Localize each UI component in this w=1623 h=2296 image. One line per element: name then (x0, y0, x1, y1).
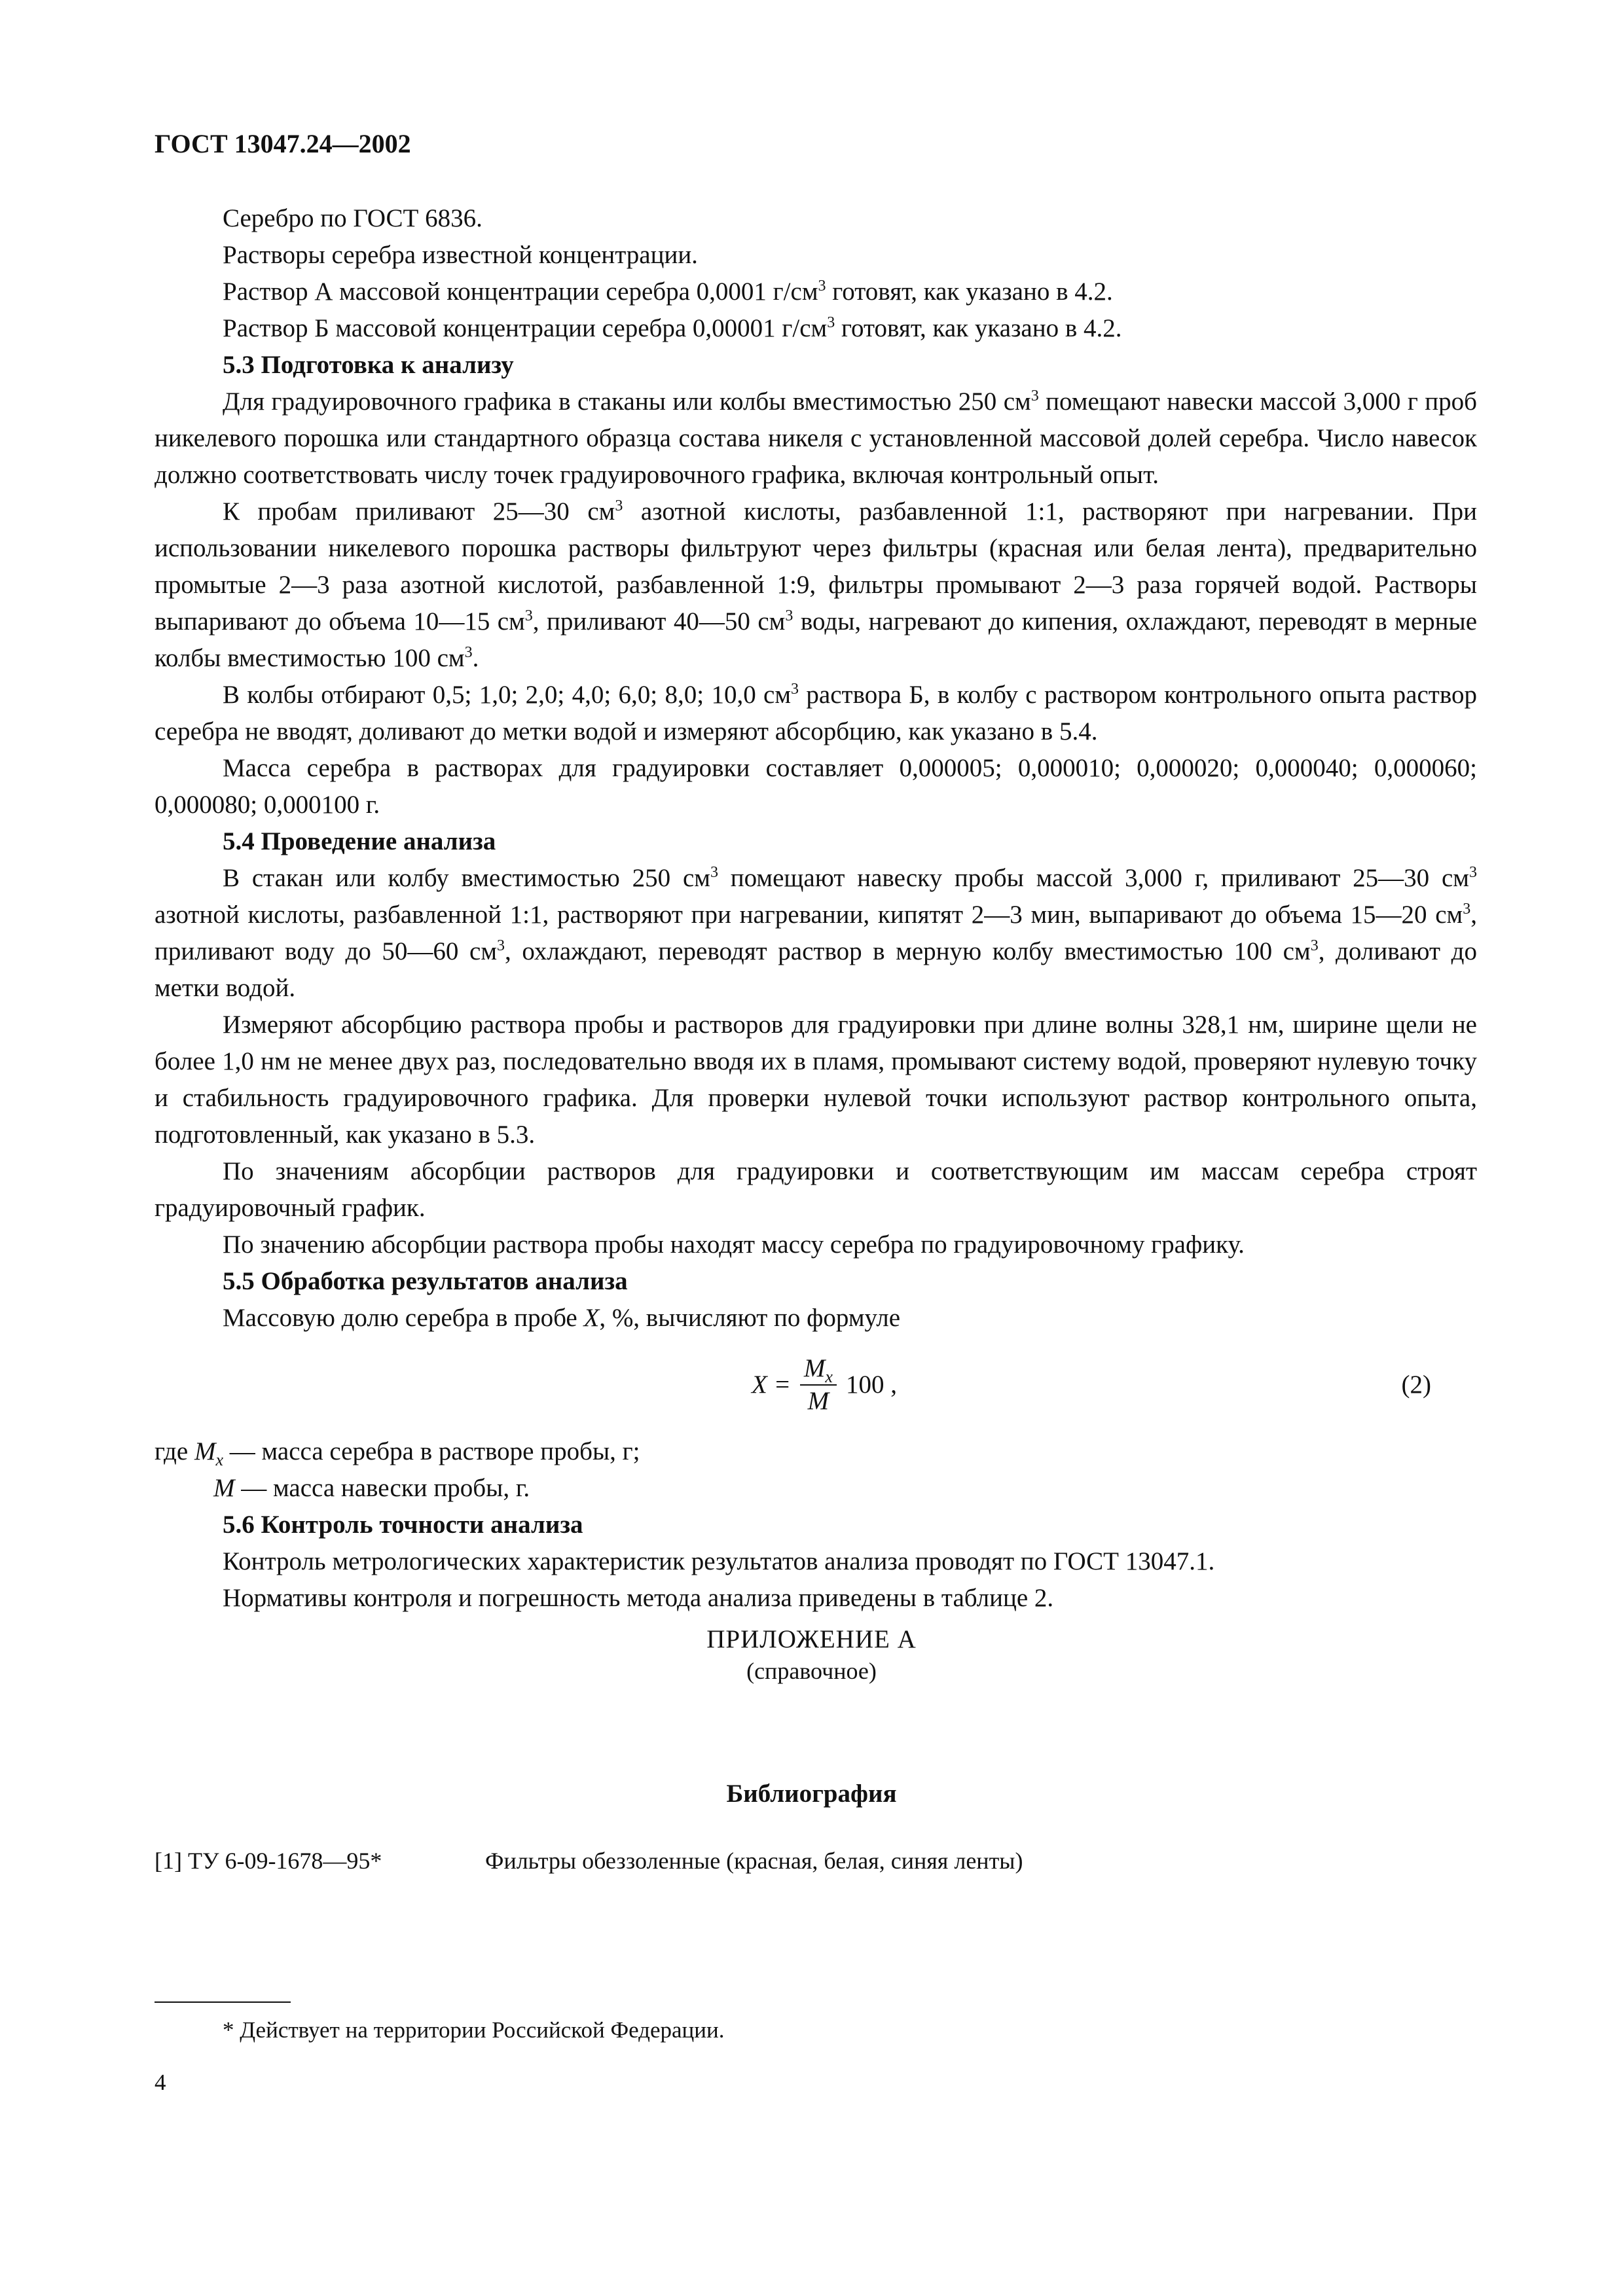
bibliography-title: Библиография (726, 1780, 897, 1808)
document-header: ГОСТ 13047.24—2002 (155, 129, 411, 158)
paragraph: Нормативы контроля и погрешность метода анализа приведены в таблице 2. (223, 1584, 1054, 1612)
paragraph: Контроль метрологических характеристик результатов анализа проводят по ГОСТ 13047.1. (223, 1547, 1215, 1575)
formula-expression (752, 1346, 897, 1424)
paragraph: Массовую долю серебра в пробе X, %, вычисляют по формуле (223, 1304, 901, 1332)
paragraph: Раствор А массовой концентрации серебра 0,0001 $г/см^3$ готовят, как указано в 4.2. (223, 278, 1113, 306)
fraction-numerator: $M_x$ (800, 1353, 837, 1386)
formula (155, 1346, 1477, 1424)
legend-line: где $M_x$ — масса серебра в растворе пробы, г; (155, 1437, 640, 1469)
bibliography-entry (155, 1847, 1023, 1874)
document-body (155, 200, 1477, 1617)
paragraph: К пробам приливают 25—30 $см^3$ азотной кислоты, разбавленной 1:1, растворяют при нагревании. При использовании никелевого порошка растворы фильтруют через фильтры (красная или белая лента), предварительно промытые 2—3 раза азотной кислотой, разбавленной 1:9, фильтры промывают 2—3 раза горячей водой. Растворы выпаривают до объема 10—15 $см^3$, приливают 40—50 $см^3$ воды, нагревают до кипения, охлаждают, переводят в мерные колбы вместимостью 100 $см^3$. (155, 497, 1478, 672)
paragraph: По значениям абсорбции растворов для градуировки и соответствующим им массам серебра строят градуировочный график. (155, 1157, 1477, 1222)
paragraph: Измеряют абсорбцию раствора пробы и растворов для градуировки при длине волны 328,1 нм, ширине щели не более 1,0 нм не менее двух раз, последовательно вводя их в пламя, промывают систему водой, проверяют нулевую точку и стабильность градуировочного графика. Для проверки нулевой точки используют раствор контрольного опыта, подготовленный, как указано в 5.3. (155, 1011, 1477, 1149)
bibliography-text: Фильтры обеззоленные (красная, белая, синяя ленты) (485, 1848, 1023, 1874)
paragraph: Серебро по ГОСТ 6836. (223, 204, 483, 232)
formula-factor: 100 , (845, 1371, 897, 1399)
section-heading: 5.4 Проведение анализа (223, 827, 496, 855)
paragraph: Раствор Б массовой концентрации серебра 0,00001 $г/см^3$ готовят, как указано в 4.2. (223, 314, 1122, 342)
fraction-denominator: M (807, 1387, 830, 1415)
paragraph: По значению абсорбции раствора пробы находят массу серебра по градуировочному графику. (223, 1230, 1245, 1259)
paragraph: Для градуировочного графика в стаканы или колбы вместимостью 250 $см^3$ помещают навески массой 3,000 г проб никелевого порошка или стандартного образца состава никеля с установленной массовой долей серебра. Число навесок должно соответствовать числу точек градуировочного графика, включая контрольный опыт. (155, 387, 1477, 489)
paragraph: В колбы отбирают 0,5; 1,0; 2,0; 4,0; 6,0; 8,0; 10,0 $см^3$ раствора Б, в колбу с раствором контрольного опыта раствор серебра не вводят, доливают до метки водой и измеряют абсорбцию, как указано в 5.4. (155, 681, 1477, 745)
paragraph: Растворы серебра известной концентрации. (223, 241, 698, 269)
formula-legend (155, 1433, 1477, 1507)
appendix-subtitle: (справочное) (746, 1658, 877, 1684)
formula-fraction (800, 1353, 837, 1417)
paragraph: Масса серебра в растворах для градуировки составляет 0,000005; 0,000010; 0,000020; 0,000040; 0,000060; 0,000080; 0,000100 г. (155, 754, 1477, 819)
bibliography-ref: [1] ТУ 6-09-1678—95* (155, 1848, 382, 1874)
section-heading: 5.6 Контроль точности анализа (223, 1511, 583, 1539)
legend-line: M — масса навески пробы, г. (213, 1474, 530, 1502)
page-number: 4 (155, 2070, 166, 2095)
section-heading: 5.3 Подготовка к анализу (223, 351, 514, 379)
formula-lhs: X = (752, 1371, 791, 1399)
section-heading: 5.5 Обработка результатов анализа (223, 1267, 628, 1295)
footnote: * Действует на территории Российской Федерации. (223, 2017, 725, 2043)
footnote-divider (155, 2001, 291, 2003)
appendix-title: ПРИЛОЖЕНИЕ А (706, 1625, 917, 1653)
formula-number: (2) (1401, 1371, 1431, 1399)
paragraph: В стакан или колбу вместимостью 250 $см^3$ помещают навеску пробы массой 3,000 г, приливают 25—30 $см^3$ азотной кислоты, разбавленной 1:1, растворяют при нагревании, кипятят 2—3 мин, выпаривают до объема 15—20 $см^3$, приливают воду до 50—60 $см^3$, охлаждают, переводят раствор в мерную колбу вместимостью 100 $см^3$, доливают до метки водой. (155, 864, 1478, 1002)
